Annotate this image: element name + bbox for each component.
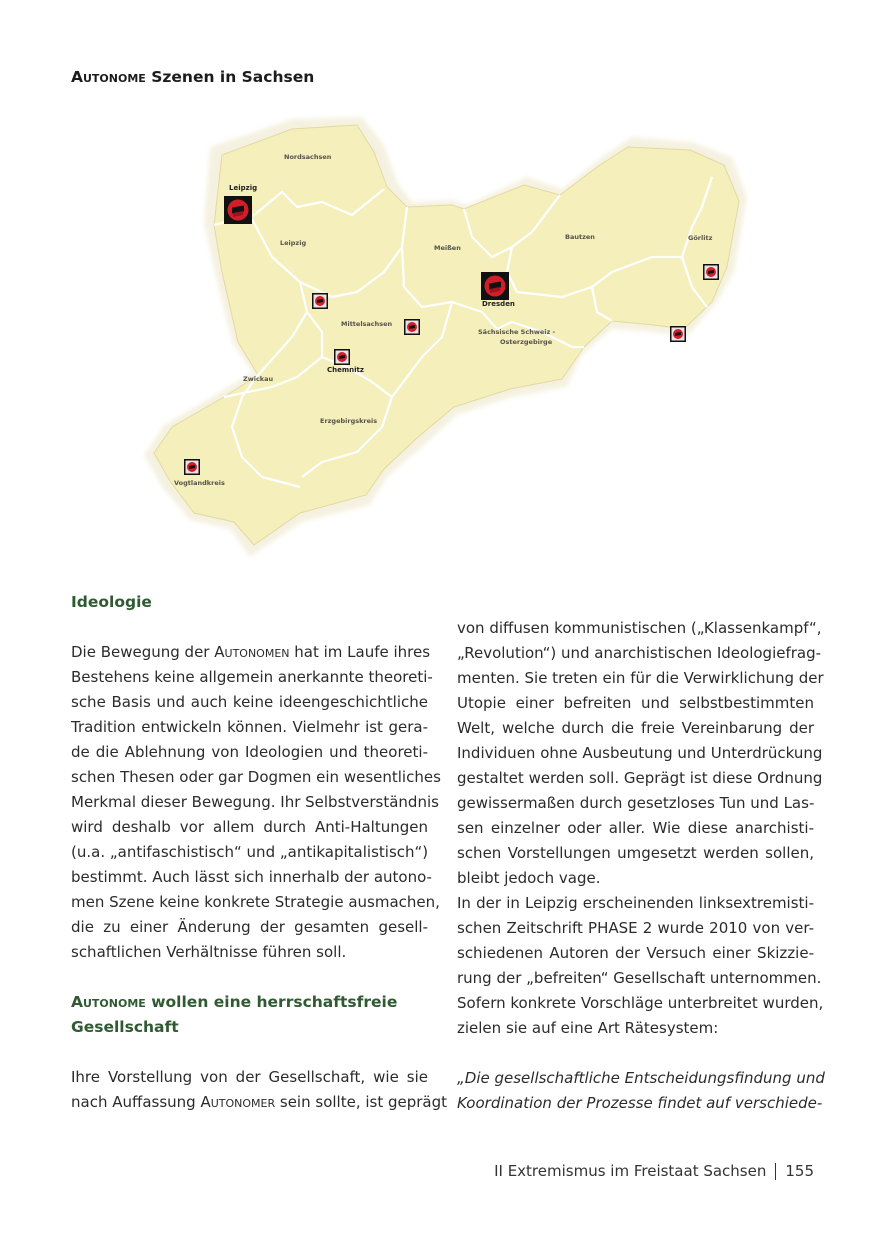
region-label-erzgebirgskreis: Erzgebirgskreis <box>320 417 378 425</box>
region-label-zwickau: Zwickau <box>243 375 274 383</box>
text-line: Individuen ohne Ausbeutung und Unterdrückung <box>457 744 823 762</box>
region-label-nordsachsen: Nordsachsen <box>284 153 332 161</box>
quote-line: „Die gesellschaftliche Entscheidungsfindung und <box>457 1069 825 1087</box>
text-line: sche Basis und auch keine ideengeschichtliche <box>71 693 428 711</box>
text-line: Bestehens keine allgemein anerkannte theoreti- <box>71 668 433 686</box>
city-label-leipzig: Leipzig <box>229 184 258 192</box>
footer-separator <box>775 1163 776 1180</box>
text-line: bleibt jedoch vage. <box>457 869 601 887</box>
text-line: Die Bewegung der Autonomen hat im Laufe ihres <box>71 643 431 661</box>
antifa-flag-icon <box>670 326 686 342</box>
saxony-map <box>122 97 762 565</box>
antifa-flag-icon <box>404 319 420 335</box>
text-line: zielen sie auf eine Art Rätesystem: <box>457 1019 719 1037</box>
text-line: nach Auffassung Autonomer sein sollte, ist geprägt <box>71 1093 448 1111</box>
antifa-flag-icon <box>184 459 200 475</box>
text-line: Utopie einer befreiten und selbstbestimmten <box>457 694 814 712</box>
city-label-dresden: Dresden <box>482 300 515 308</box>
page-heading-smallcaps: Autonome <box>71 68 146 86</box>
region-label-mittelsachsen: Mittelsachsen <box>341 320 393 328</box>
paragraph-ideologie <box>71 640 441 965</box>
antifa-flag-icon <box>334 349 350 365</box>
text-line: wird deshalb vor allem durch Anti-Haltungen <box>71 818 428 836</box>
page-footer <box>494 1162 814 1180</box>
text-line: Merkmal dieser Bewegung. Ihr Selbstverständnis <box>71 793 439 811</box>
text-line: „Revolution“) und anarchistischen Ideologiefrag- <box>457 644 822 662</box>
region-label-osterzgebirge: Osterzgebirge <box>500 338 553 346</box>
text-line: schen Zeitschrift PHASE 2 wurde 2010 von ver- <box>457 919 814 937</box>
paragraph-vorstellung <box>71 1065 448 1115</box>
region-label-leipzig: Leipzig <box>280 239 307 247</box>
section-heading-herrschaftsfrei: Autonome wollen eine herrschaftsfreie Gesellschaft <box>71 993 398 1036</box>
antifa-flag-icon <box>703 264 719 280</box>
region-label-bautzen: Bautzen <box>565 233 595 241</box>
antifa-flag-icon <box>224 196 252 224</box>
text-line: schiedenen Autoren der Versuch einer Skizzie- <box>457 944 814 962</box>
region-label-vogtlandkreis: Vogtlandkreis <box>174 479 225 487</box>
region-label-saechsische-schweiz: Sächsische Schweiz - <box>478 328 556 336</box>
text-line: menten. Sie treten ein für die Verwirklichung der <box>457 669 824 687</box>
quote-line: Koordination der Prozesse findet auf verschiede- <box>457 1094 823 1112</box>
region-label-goerlitz: Görlitz <box>688 234 713 242</box>
text-line: (u.a. „antifaschistisch“ und „antikapitalistisch“) <box>71 843 429 861</box>
footer-section-title: II Extremismus im Freistaat Sachsen <box>494 1162 767 1180</box>
text-line: Welt, welche durch die freie Vereinbarung der <box>457 719 814 737</box>
page-number: 155 <box>785 1162 814 1180</box>
text-line: In der in Leipzig erscheinenden linksextremisti- <box>457 894 814 912</box>
region-label-meissen: Meißen <box>434 244 461 252</box>
text-line: gewissermaßen durch gesetzloses Tun und Las- <box>457 794 815 812</box>
paragraph-phase2 <box>457 891 824 1041</box>
text-line: von diffusen kommunistischen („Klassenkampf“, <box>457 619 822 637</box>
antifa-flag-icon <box>481 272 509 300</box>
text-line: schaftlichen Verhältnisse führen soll. <box>71 943 347 961</box>
text-line: Ihre Vorstellung von der Gesellschaft, wie sie <box>71 1068 428 1086</box>
text-line: Tradition entwickeln können. Vielmehr ist gera- <box>71 718 428 736</box>
antifa-flag-icon <box>312 293 328 309</box>
text-line: men Szene keine konkrete Strategie ausmachen, <box>71 893 440 911</box>
text-line: gestaltet werden soll. Geprägt ist diese Ordnung <box>457 769 823 787</box>
text-line: de die Ablehnung von Ideologien und theoreti- <box>71 743 428 761</box>
left-column <box>71 590 448 1115</box>
section-heading-ideologie: Ideologie <box>71 593 152 611</box>
text-line: bestimmt. Auch lässt sich innerhalb der autono- <box>71 868 432 886</box>
page-heading-rest: Szenen in Sachsen <box>151 68 315 86</box>
text-line: schen Vorstellungen umgesetzt werden sollen, <box>457 844 814 862</box>
text-line: schen Thesen oder gar Dogmen ein wesentliches <box>71 768 441 786</box>
city-label-chemnitz: Chemnitz <box>327 366 364 374</box>
paragraph-kommunistisch <box>457 616 824 891</box>
text-line: die zu einer Änderung der gesamten gesell- <box>71 918 428 936</box>
right-column <box>457 616 825 1116</box>
text-line: sen einzelner oder aller. Wie diese anarchisti- <box>457 819 814 837</box>
page-heading <box>71 68 314 86</box>
text-line: Sofern konkrete Vorschläge unterbreitet wurden, <box>457 994 824 1012</box>
text-line: rung der „befreiten“ Gesellschaft unternommen. <box>457 969 822 987</box>
quote-paragraph <box>457 1066 825 1116</box>
